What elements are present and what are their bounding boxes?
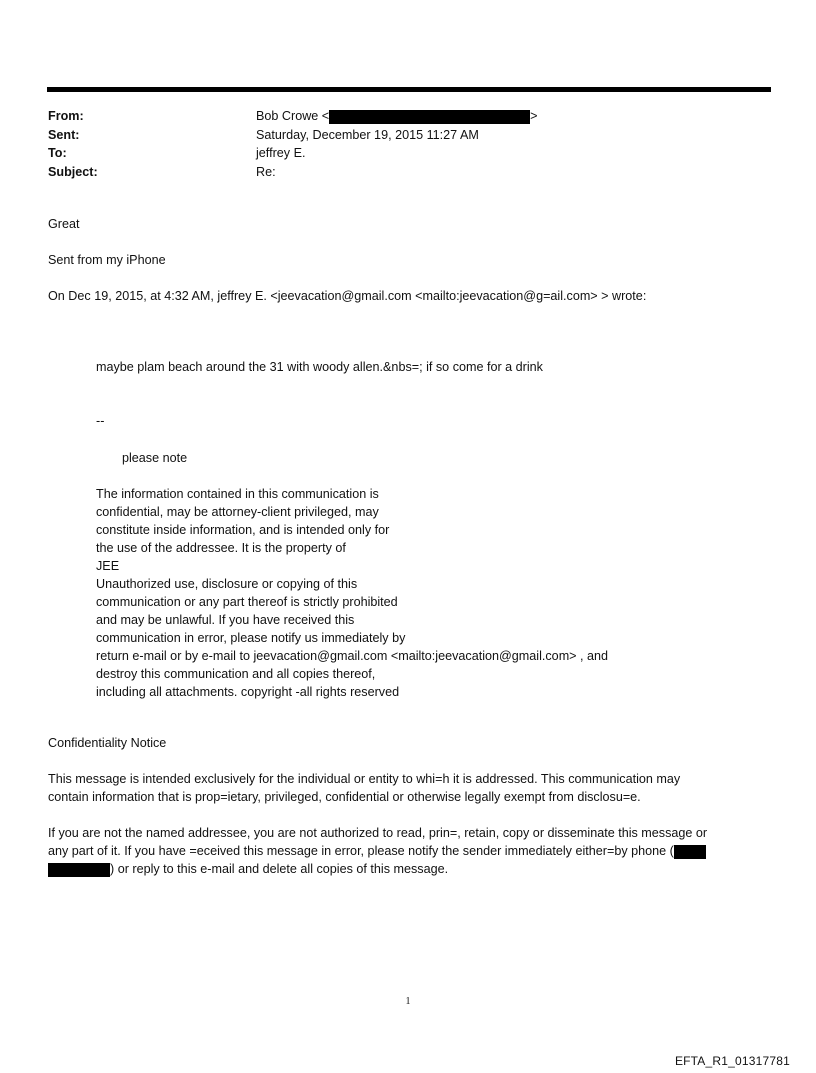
disclaimer-line: Unauthorized use, disclosure or copying of this (96, 577, 358, 591)
disclaimer-line: communication in error, please notify us immediately by (96, 631, 406, 645)
to-value: jeffrey E. (256, 146, 306, 160)
sent-from-signature: Sent from my iPhone (48, 253, 166, 267)
disclaimer-line: the use of the addressee. It is the property of (96, 541, 346, 555)
disclaimer-line: JEE (96, 559, 120, 573)
redacted-phone-continued (48, 863, 110, 877)
confidentiality-paragraph-2 (48, 824, 768, 878)
disclaimer-line: confidential, may be attorney-client privileged, may (96, 505, 379, 519)
disclaimer-line: communication or any part thereof is strictly prohibited (96, 595, 398, 609)
sent-value: Saturday, December 19, 2015 11:27 AM (256, 127, 479, 142)
disclaimer-line: The information contained in this communication is (96, 487, 379, 501)
from-label: From: (48, 109, 84, 123)
confidentiality-line: contain information that is prop=ietary, privileged, confidential or otherwise legally exempt from disclosu=e. (48, 790, 641, 804)
please-note: please note (122, 451, 188, 465)
disclaimer-line: constitute inside information, and is intended only for (96, 523, 390, 537)
disclaimer-line: including all attachments. copyright -all rights reserved (96, 685, 400, 699)
confidentiality-text: ) or reply to this e-mail and delete all copies of this message. (110, 862, 449, 876)
signature-separator: -- (96, 414, 105, 428)
page-number: 1 (405, 996, 411, 1007)
redacted-email (329, 110, 530, 124)
subject-value: Re: (256, 164, 276, 179)
document-id: EFTA_R1_01317781 (674, 1054, 790, 1068)
greeting: Great (48, 217, 80, 231)
confidentiality-text: any part of it. If you have =eceived this message in error, please notify the sender immediately either=by phone ( (48, 844, 674, 858)
confidentiality-line (48, 842, 768, 860)
disclaimer-line: destroy this communication and all copies thereof, (96, 667, 376, 681)
quote-intro: On Dec 19, 2015, at 4:32 AM, jeffrey E. <jeevacation@gmail.com <mailto:jeevacation@g=ail.com> > wrote: (48, 289, 647, 303)
subject-label: Subject: (48, 164, 98, 179)
confidentiality-title: Confidentiality Notice (48, 736, 167, 750)
from-tail: > (530, 109, 538, 123)
quoted-message: maybe plam beach around the 31 with woody allen.&nbs=; if so come for a drink (96, 360, 543, 374)
disclaimer-line: and may be unlawful. If you have received this (96, 613, 355, 627)
from-name: Bob Crowe < (256, 109, 330, 123)
confidentiality-paragraph-1 (48, 770, 768, 806)
disclaimer-line: return e-mail or by e-mail to jeevacation@gmail.com <mailto:jeevacation@gmail.com> , and (96, 649, 609, 663)
redacted-phone (674, 845, 706, 859)
to-label: To: (48, 146, 67, 160)
confidentiality-line: If you are not the named addressee, you are not authorized to read, prin=, retain, copy or disseminate this message or (48, 826, 708, 840)
sent-label: Sent: (48, 127, 80, 142)
confidentiality-line: This message is intended exclusively for the individual or entity to whi=h it is addressed. This communication may (48, 772, 681, 786)
header-rule (47, 87, 771, 92)
from-value (256, 107, 538, 126)
confidentiality-line (48, 860, 768, 878)
disclaimer-block (96, 485, 608, 701)
